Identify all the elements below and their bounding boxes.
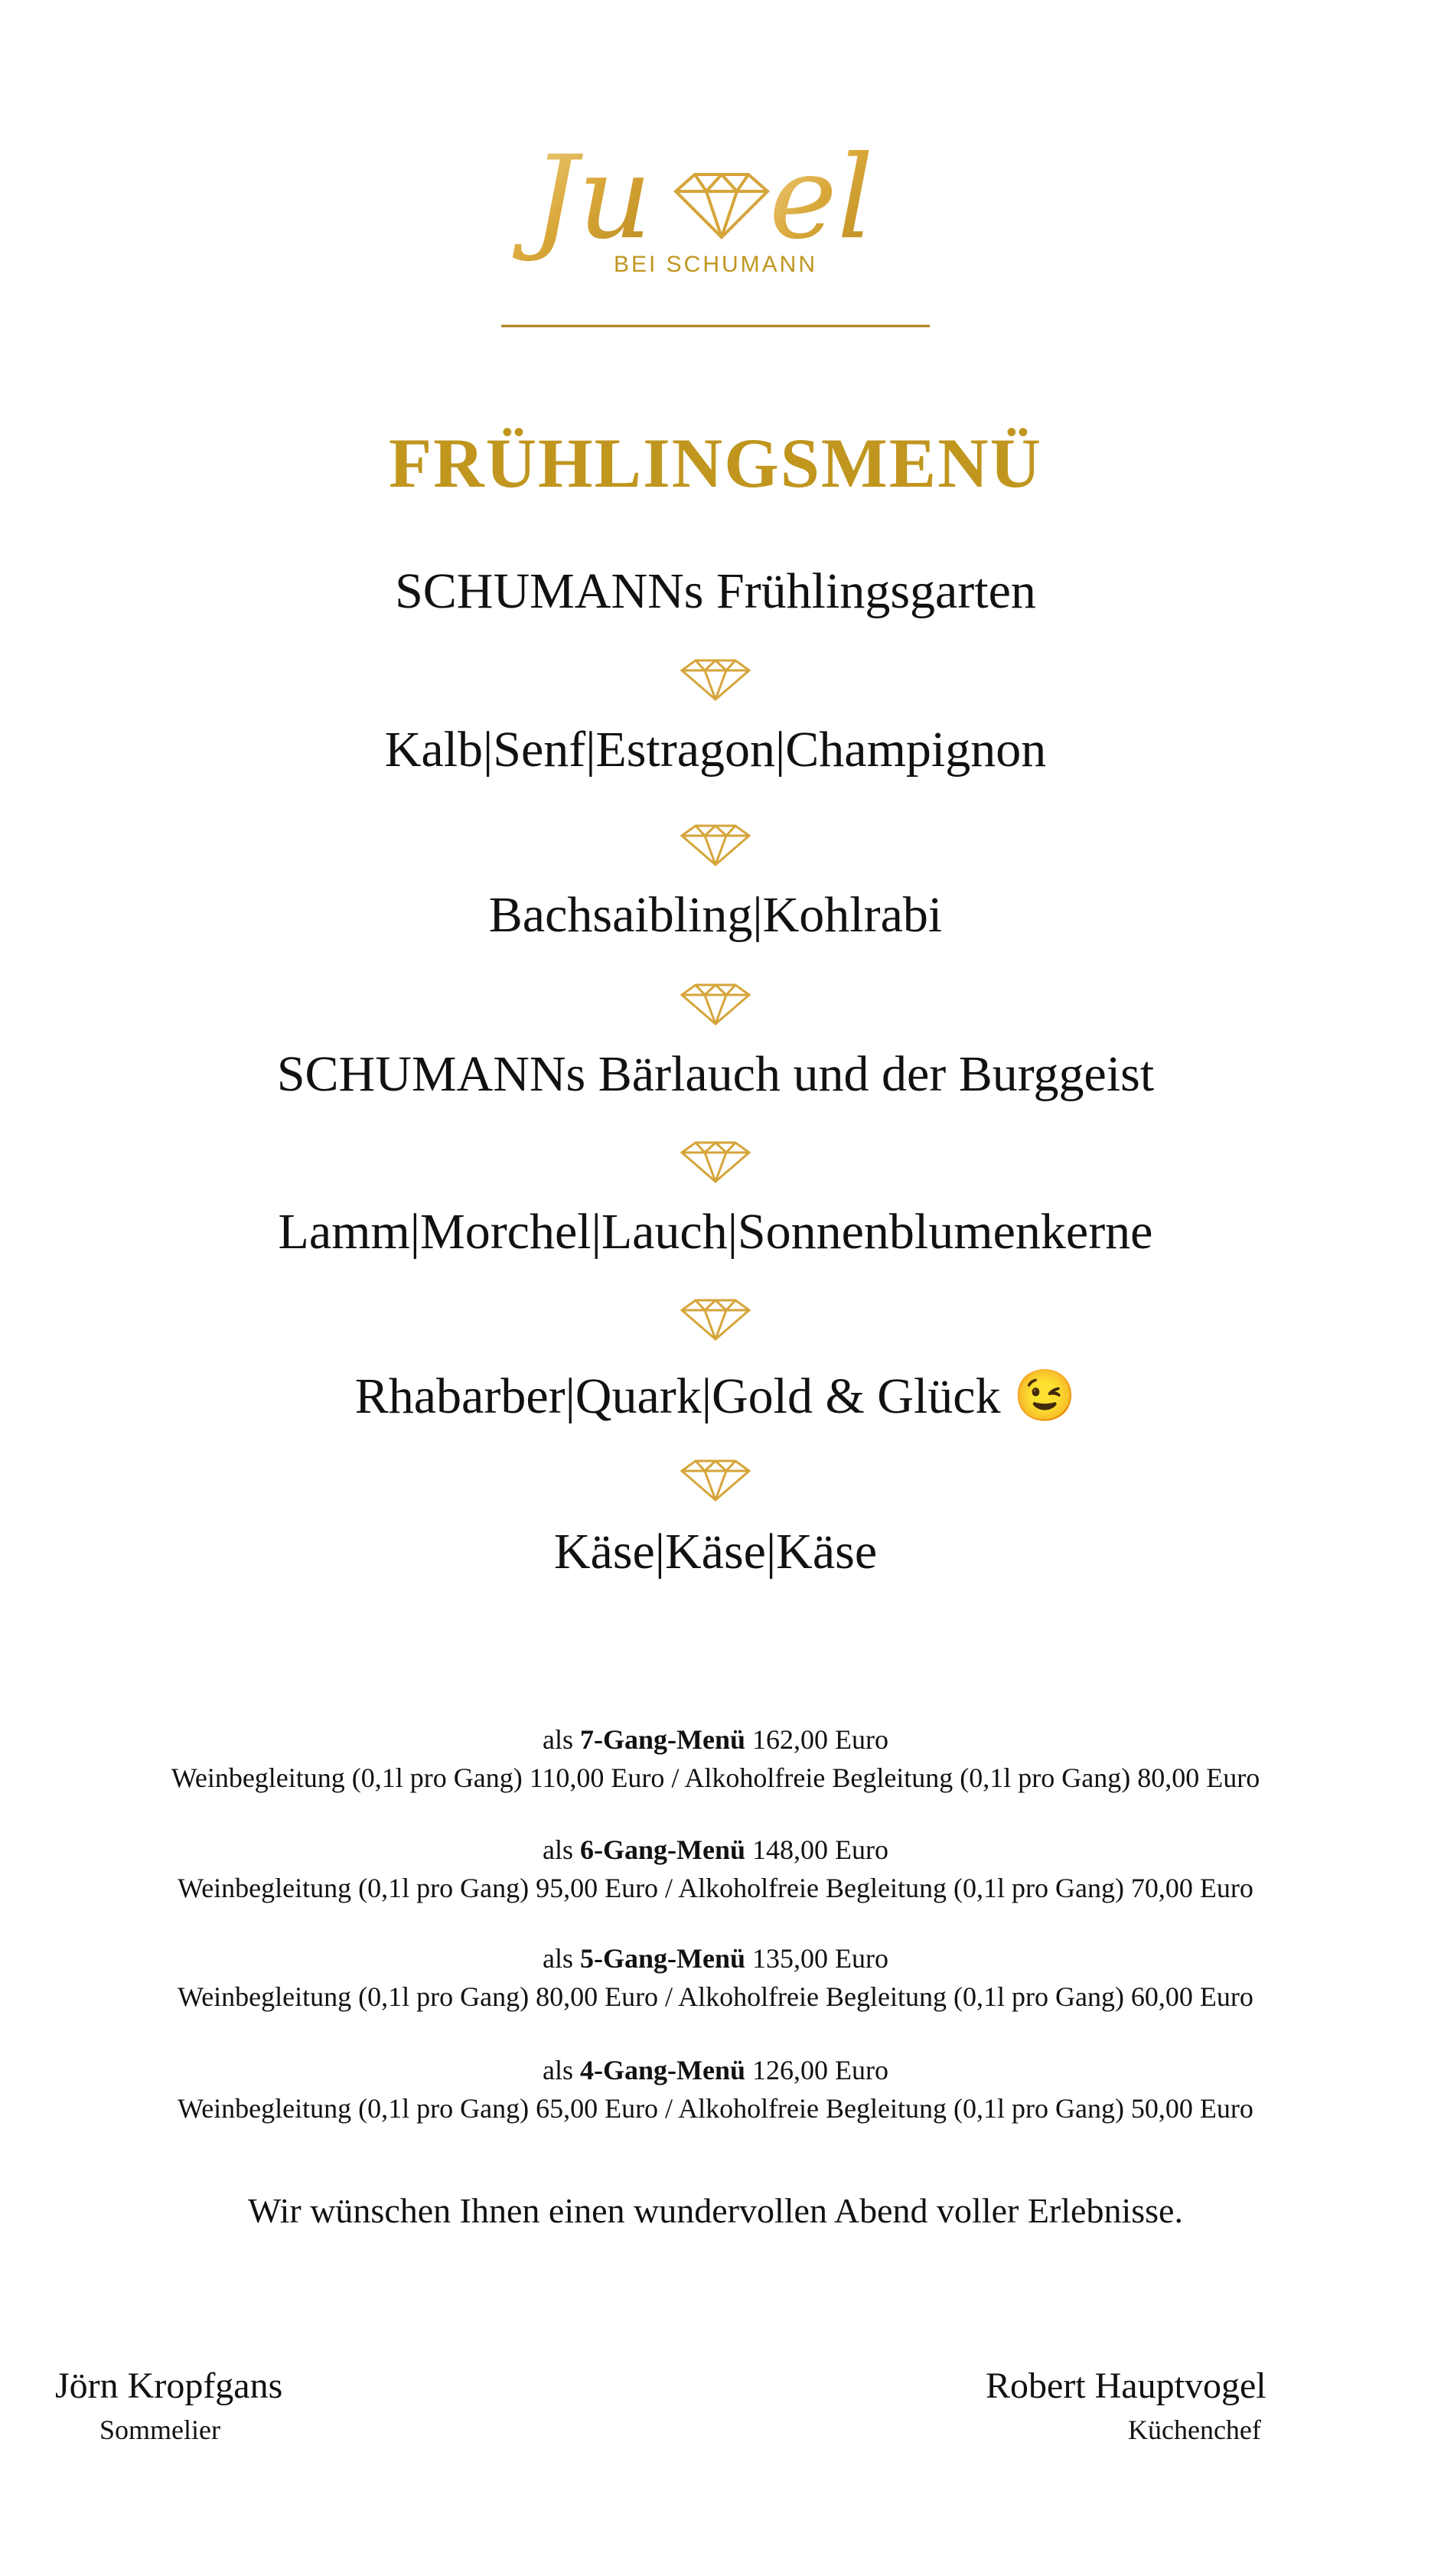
price-block-7: als 7-Gang-Menü 162,00 Euro Weinbegleitung (0,1l pro Gang) 110,00 Euro / Alkoholfreie Begleitung (0,1l pro Gang) 80,00 Euro	[0, 1720, 1431, 1797]
price-block-4: als 4-Gang-Menü 126,00 Euro Weinbegleitung (0,1l pro Gang) 65,00 Euro / Alkoholfreie Begleitung (0,1l pro Gang) 50,00 Euro	[0, 2051, 1431, 2128]
course-7: Käse|Käse|Käse	[553, 1524, 878, 1580]
pairing-line: Weinbegleitung (0,1l pro Gang) 80,00 Euro / Alkoholfreie Begleitung (0,1l pro Gang) 60,00 Euro	[178, 1981, 1253, 2012]
logo-script-right: el	[769, 132, 874, 265]
price-block-5: als 5-Gang-Menü 135,00 Euro Weinbegleitung (0,1l pro Gang) 80,00 Euro / Alkoholfreie Begleitung (0,1l pro Gang) 60,00 Euro	[0, 1939, 1431, 2016]
logo-script-left: Ju	[532, 132, 652, 265]
course-6: Rhabarber|Quark|Gold & Glück 😉	[354, 1368, 1077, 1424]
chef-role: Küchenchef	[1128, 2415, 1261, 2445]
diamond-icon	[679, 1459, 752, 1503]
chef-name: Robert Hauptvogel	[986, 2366, 1266, 2406]
closing-text: Wir wünschen Ihnen einen wundervollen Abend voller Erlebnisse.	[248, 2191, 1183, 2230]
pairing-line: Weinbegleitung (0,1l pro Gang) 65,00 Euro / Alkoholfreie Begleitung (0,1l pro Gang) 50,00 Euro	[178, 2093, 1253, 2124]
diamond-icon	[679, 823, 752, 868]
menu-label: 7-Gang-Menü	[580, 1724, 745, 1755]
course-3: Bachsaibling|Kohlrabi	[488, 887, 943, 943]
juwel-logo	[0, 115, 1431, 337]
diamond-icon	[679, 658, 752, 703]
diamond-icon	[679, 983, 752, 1027]
logo-diamond-icon	[676, 174, 768, 237]
menu-label: 6-Gang-Menü	[580, 1834, 745, 1865]
price-block-6: als 6-Gang-Menü 148,00 Euro Weinbegleitung (0,1l pro Gang) 95,00 Euro / Alkoholfreie Begleitung (0,1l pro Gang) 70,00 Euro	[0, 1831, 1431, 1907]
sommelier-role: Sommelier	[99, 2415, 220, 2445]
course-4: SCHUMANNs Bärlauch und der Burggeist	[276, 1046, 1155, 1102]
sommelier-name: Jörn Kropfgans	[55, 2366, 283, 2406]
diamond-icon	[679, 1298, 752, 1342]
pairing-line: Weinbegleitung (0,1l pro Gang) 110,00 Euro / Alkoholfreie Begleitung (0,1l pro Gang) 80,00 Euro	[171, 1762, 1260, 1793]
course-5: Lamm|Morchel|Lauch|Sonnenblumenkerne	[278, 1204, 1153, 1260]
course-2: Kalb|Senf|Estragon|Champignon	[384, 722, 1047, 778]
diamond-icon	[679, 1140, 752, 1185]
course-1: SCHUMANNs Frühlingsgarten	[395, 563, 1036, 619]
menu-label: 4-Gang-Menü	[580, 2055, 745, 2085]
logo-subtitle: BEI SCHUMANN	[613, 252, 818, 277]
menu-label: 5-Gang-Menü	[580, 1943, 745, 1974]
menu-title: FRÜHLINGSMENÜ	[388, 424, 1043, 502]
pairing-line: Weinbegleitung (0,1l pro Gang) 95,00 Euro / Alkoholfreie Begleitung (0,1l pro Gang) 70,00 Euro	[178, 1873, 1253, 1903]
